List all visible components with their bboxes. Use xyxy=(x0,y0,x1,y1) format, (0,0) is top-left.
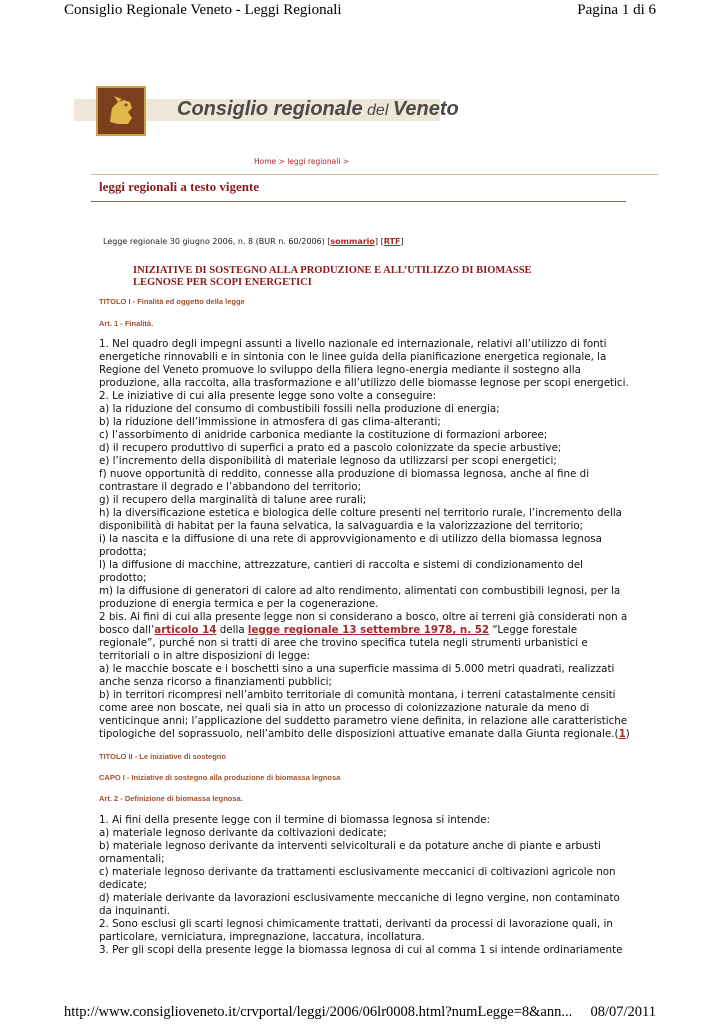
text-line: energetiche rinnovabili e in sintonia con le linee guida della pianificazione energetica regionale, la xyxy=(99,351,607,363)
text-line: Regione del Veneto promuove lo sviluppo della filiera legno-energia mediante il sostegno alla xyxy=(99,364,581,376)
law-title-line: LEGNOSE PER SCOPI ENERGETICI xyxy=(133,277,312,288)
art-2-heading: Art. 2 - Definizione di biomassa legnosa. xyxy=(99,794,243,803)
text-line: c) materiale legnoso derivante da trattamenti esclusivamente meccanici di coltivazioni agricole non xyxy=(99,866,616,878)
text-line: regionale”, purché non si tratti di aree che trovino specifica tutela negli strumenti urbanistici e xyxy=(99,637,588,649)
text-line-with-links xyxy=(99,624,639,637)
text-line-with-note xyxy=(99,728,639,741)
section-title: leggi regionali a testo vigente xyxy=(99,179,260,194)
rtf-link[interactable]: RTF xyxy=(383,237,401,246)
text-line: particolare, verniciatura, impregnazione, laccatura, incollatura. xyxy=(99,931,425,943)
titolo-1-heading: TITOLO I - Finalità ed oggetto della legge xyxy=(99,297,245,306)
print-footer-date: 08/07/2011 xyxy=(590,1004,656,1020)
banner-title xyxy=(177,98,459,121)
site-banner[interactable] xyxy=(74,86,459,136)
print-header xyxy=(0,0,724,22)
footnote-1-link[interactable]: 1 xyxy=(618,728,626,740)
art-2-body xyxy=(99,814,639,957)
banner-text-veneto: Veneto xyxy=(392,98,459,120)
art-1-heading: Art. 1 - Finalità. xyxy=(99,319,154,328)
text-line: b) la riduzione dell’immissione in atmosfera di gas clima-alteranti; xyxy=(99,416,441,428)
text-line: produzione, alla raccolta, alla trasformazione e all’utilizzo delle biomasse legnose per scopi energetici. xyxy=(99,377,629,389)
law-reference-text: ] [ xyxy=(374,237,384,246)
text-line: 3. Per gli scopi della presente legge la biomassa legnosa di cui al comma 1 si intende ordinariamente xyxy=(99,944,623,956)
law-reference-text: Legge regionale 30 giugno 2006, n. 8 (BUR n. 60/2006) [ xyxy=(103,237,331,246)
divider-section xyxy=(91,201,626,202)
legge-regionale-52-1978-link[interactable]: legge regionale 13 settembre 1978, n. 52 xyxy=(247,624,490,636)
text-span: tipologiche del soprassuolo, nell’ambito delle disposizioni attuative emanate dalla Giunta regionale.( xyxy=(99,728,619,740)
text-line: 2 bis. Ai fini di cui alla presente legge non si considerano a bosco, oltre ai terreni già considerati non a xyxy=(99,611,628,623)
breadcrumb xyxy=(254,157,349,166)
print-header-page-number: Pagina 1 di 6 xyxy=(577,2,656,18)
law-title xyxy=(133,265,603,289)
text-line: 1. Ai fini della presente legge con il termine di biomassa legnosa si intende: xyxy=(99,814,491,826)
text-span: della xyxy=(216,624,248,636)
text-line: da inquinanti. xyxy=(99,905,170,917)
text-line: b) in territori ricompresi nell’ambito territoriale di comunità montana, i terreni catastalmente censiti xyxy=(99,689,616,701)
text-line: a) materiale legnoso derivante da coltivazioni dedicate; xyxy=(99,827,387,839)
breadcrumb-home-link[interactable]: Home xyxy=(254,157,277,166)
text-line: come aree non boscate, nei quali sia in atto un processo di colonizzazione naturale da meno di xyxy=(99,702,590,714)
text-span: bosco dall’ xyxy=(99,624,155,636)
text-line: venticinque anni; l’applicazione del suddetto parametro viene definita, in relazione alle caratteristiche xyxy=(99,715,628,727)
breadcrumb-separator: > xyxy=(276,157,288,166)
text-line: l) la diffusione di macchine, attrezzature, cantieri di raccolta e sistemi di condizionamento del xyxy=(99,559,584,571)
text-line: d) il recupero produttivo di superfici a prato ed a pascolo colonizzate da specie arbustive; xyxy=(99,442,562,454)
breadcrumb-separator: > xyxy=(340,157,350,166)
lion-logo-icon xyxy=(96,86,146,136)
text-line: ornamentali; xyxy=(99,853,165,865)
titolo-2-heading: TITOLO II - Le iniziative di sostegno xyxy=(99,752,226,761)
text-line: m) la diffusione di generatori di calore ad alto rendimento, alimentati con combustibili legnosi, per la xyxy=(99,585,621,597)
text-line: a) le macchie boscate e i boschetti sino a una superficie massima di 5.000 metri quadrati, realizzati xyxy=(99,663,615,675)
text-line: 1. Nel quadro degli impegni assunti a livello nazionale ed internazionale, relativi all’utilizzo di fonti xyxy=(99,338,607,350)
articolo-14-link[interactable]: articolo 14 xyxy=(154,624,217,636)
text-line: e) l’incremento della disponibilità di materiale legnoso da utilizzarsi per scopi energetici; xyxy=(99,455,557,467)
divider-top xyxy=(91,174,658,175)
text-line: dedicate; xyxy=(99,879,148,891)
banner-text-consiglio: Consiglio regionale xyxy=(177,98,363,120)
text-line: 2. Sono esclusi gli scarti legnosi chimicamente trattati, derivanti da processi di lavorazione quali, in xyxy=(99,918,613,930)
text-span: ) xyxy=(625,728,630,740)
text-span: “Legge forestale xyxy=(489,624,578,636)
text-line: h) la diversificazione estetica e biologica delle colture presenti nel territorio rurale, l’incremento della xyxy=(99,507,622,519)
text-line: prodotta; xyxy=(99,546,147,558)
law-reference-text: ] xyxy=(400,237,404,246)
text-line: territoriali o in altre disposizioni di legge: xyxy=(99,650,311,662)
text-line: prodotto; xyxy=(99,572,147,584)
text-line: anche senza ricorso a finanziamenti pubblici; xyxy=(99,676,332,688)
law-title-line: INIZIATIVE DI SOSTEGNO ALLA PRODUZIONE E ALL’UTILIZZO DI BIOMASSE xyxy=(133,265,532,276)
banner-text-del: del xyxy=(362,102,393,119)
law-reference xyxy=(103,237,404,246)
text-line: f) nuove opportunità di reddito, connesse alla produzione di biomassa legnosa, anche al fine di xyxy=(99,468,590,480)
breadcrumb-leggi-link[interactable]: leggi regionali xyxy=(287,157,341,166)
text-line: g) il recupero della marginalità di talune aree rurali; xyxy=(99,494,367,506)
capo-1-heading: CAPO I - Iniziative di sostegno alla produzione di biomassa legnosa xyxy=(99,773,341,782)
text-line: contrastare il degrado e l’abbandono del territorio; xyxy=(99,481,362,493)
text-line: i) la nascita e la diffusione di una rete di approvvigionamento e di utilizzo della biomassa legnosa xyxy=(99,533,602,545)
print-header-title: Consiglio Regionale Veneto - Leggi Regionali xyxy=(64,2,342,18)
text-line: d) materiale derivante da lavorazioni esclusivamente meccaniche di legno vergine, non contaminato xyxy=(99,892,620,904)
text-line: a) la riduzione del consumo di combustibili fossili nella produzione di energia; xyxy=(99,403,500,415)
text-line: produzione di energia termica e per la cogenerazione. xyxy=(99,598,379,610)
text-line: b) materiale legnoso derivante da interventi selvicolturali e da potature anche di piante e arbusti xyxy=(99,840,601,852)
text-line: disponibilità di habitat per la fauna selvatica, la salvaguardia e la valorizzazione del territorio; xyxy=(99,520,584,532)
text-line: c) l’assorbimento di anidride carbonica mediante la costituzione di formazioni arboree; xyxy=(99,429,548,441)
print-footer-url: http://www.consiglioveneto.it/crvportal/leggi/2006/06lr0008.html?numLegge=8&ann... xyxy=(64,1004,573,1020)
sommario-link[interactable]: sommario xyxy=(330,237,375,246)
art-1-body xyxy=(99,338,639,741)
text-line: 2. Le iniziative di cui alla presente legge sono volte a conseguire: xyxy=(99,390,437,402)
